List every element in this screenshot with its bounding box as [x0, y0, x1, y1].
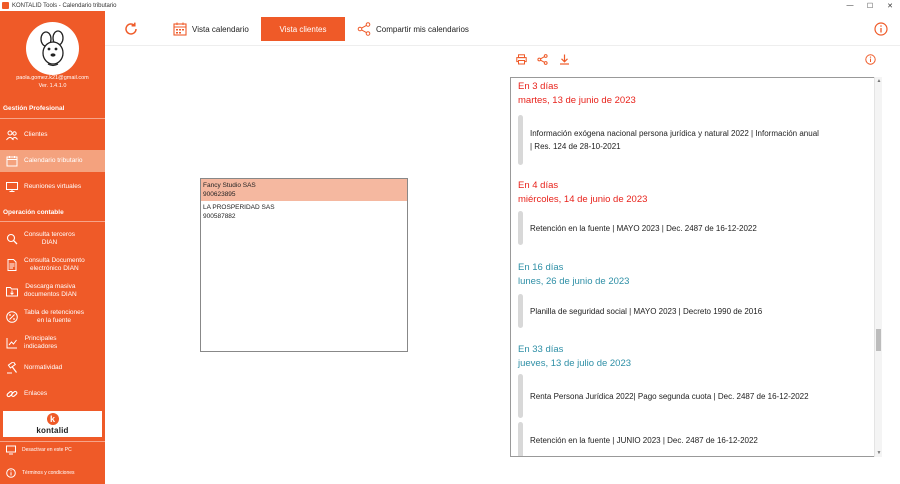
info-icon[interactable] — [874, 22, 888, 36]
document-icon — [6, 259, 18, 271]
sidebar-item-tabla-retenciones[interactable] — [0, 305, 105, 329]
refresh-icon[interactable] — [123, 21, 139, 37]
kontalid-logo — [3, 411, 102, 437]
share-calendars-label: Compartir mis calendarios — [376, 24, 469, 34]
sidebar-item-label: Normatividad — [24, 364, 63, 371]
terms-label: Términos y condiciones — [22, 470, 75, 476]
event-card[interactable] — [518, 294, 873, 328]
list-item[interactable] — [201, 201, 407, 223]
event-text: Retención en la fuente | MAYO 2023 | Dec. 2487 de 16-12-2022 — [530, 223, 757, 233]
event-text: Renta Persona Jurídica 2022| Pago segunda cuota | Dec. 2487 de 16-12-2022 — [530, 391, 809, 401]
calendar-icon — [6, 155, 18, 167]
gavel-icon — [6, 362, 18, 374]
days-remaining: En 3 días — [518, 81, 559, 92]
client-name: LA PROSPERIDAD SAS — [203, 204, 275, 211]
client-nit: 900623895 — [203, 191, 236, 198]
user-email: paola.gomez.k21@gmail.com — [16, 75, 89, 81]
sidebar-item-descarga-masiva[interactable] — [0, 279, 105, 303]
divider — [0, 441, 105, 442]
close-button[interactable]: ✕ — [887, 2, 893, 10]
sidebar-item-label: Descarga masiva documentos DIAN — [24, 283, 77, 298]
download-icon[interactable] — [558, 53, 570, 65]
event-date: miércoles, 14 de junio de 2023 — [518, 194, 648, 205]
clients-view-label: Vista clientes — [279, 24, 327, 34]
divider — [0, 118, 105, 119]
sidebar — [0, 11, 105, 484]
event-marker — [518, 422, 523, 457]
share-icon[interactable] — [536, 53, 548, 65]
client-list — [200, 178, 408, 352]
calendar-scrollbar[interactable] — [874, 77, 882, 457]
chart-icon — [6, 337, 18, 349]
title-bar — [0, 0, 900, 11]
deactivate-pc-label: Desactivar en este PC — [22, 447, 72, 453]
users-icon — [6, 129, 18, 141]
avatar[interactable] — [26, 22, 79, 75]
share-icon — [357, 22, 371, 36]
event-text: Retención en la fuente | JUNIO 2023 | Dec. 2487 de 16-12-2022 — [530, 435, 758, 445]
search-people-icon — [6, 233, 18, 245]
client-name: Fancy Studio SAS — [203, 182, 256, 189]
event-card[interactable] — [518, 422, 873, 457]
section-header-profesional: Gestión Profesional — [3, 105, 65, 112]
days-remaining: En 4 días — [518, 180, 559, 191]
print-icon[interactable] — [515, 53, 527, 65]
calendar-view-label: Vista calendario — [192, 24, 249, 34]
sidebar-item-label: Consulta terceros DIAN — [24, 231, 75, 246]
calendar-view-button[interactable] — [173, 17, 255, 41]
days-remaining: En 33 días — [518, 344, 564, 355]
sidebar-item-label: Consulta Documento electrónico DIAN — [24, 257, 85, 272]
sidebar-item-label: Principales indicadores — [24, 335, 58, 350]
calendar-events-panel — [510, 77, 882, 457]
deactivate-pc-link[interactable] — [0, 444, 105, 456]
maximize-button[interactable]: ☐ — [866, 2, 874, 10]
event-date: lunes, 26 de junio de 2023 — [518, 276, 630, 287]
event-date: jueves, 13 de julio de 2023 — [518, 358, 632, 369]
share-calendars-button[interactable] — [357, 17, 477, 41]
divider — [0, 221, 105, 222]
window-controls — [840, 0, 900, 11]
sidebar-item-label: Calendario tributario — [24, 157, 83, 164]
event-card[interactable] — [518, 374, 873, 418]
percent-icon — [6, 311, 18, 323]
sidebar-item-label: Enlaces — [24, 390, 48, 397]
event-card[interactable] — [518, 211, 873, 245]
scrollbar-thumb[interactable] — [876, 329, 881, 351]
sidebar-item-indicadores[interactable] — [0, 331, 105, 355]
sidebar-item-clientes[interactable] — [0, 124, 105, 146]
sidebar-item-label: Tabla de retenciones en la fuente — [24, 309, 84, 324]
sidebar-item-label: Reuniones virtuales — [24, 183, 82, 190]
computer-icon — [6, 445, 16, 455]
sidebar-item-consulta-terceros[interactable] — [0, 227, 105, 251]
link-icon — [6, 388, 18, 400]
client-nit: 900587882 — [203, 213, 236, 220]
kontalid-logo-text: kontalid — [36, 426, 69, 435]
mascot-icon — [34, 30, 72, 68]
monitor-icon — [6, 181, 18, 193]
scroll-up-icon[interactable]: ▲ — [876, 78, 882, 84]
list-item[interactable] — [201, 179, 407, 201]
minimize-button[interactable]: — — [846, 2, 854, 9]
sidebar-item-calendario[interactable] — [0, 150, 105, 172]
sidebar-item-normatividad[interactable] — [0, 358, 105, 378]
app-icon — [2, 2, 9, 9]
section-header-contable: Operación contable — [3, 209, 64, 216]
event-marker — [518, 374, 523, 418]
folder-download-icon — [6, 285, 18, 297]
sidebar-item-consulta-documento[interactable] — [0, 253, 105, 277]
kontalid-logo-mark: k — [47, 413, 59, 425]
event-marker — [518, 294, 523, 328]
terms-link[interactable] — [0, 467, 105, 479]
sidebar-item-label: Clientes — [24, 131, 48, 138]
calendar-icon — [173, 22, 187, 36]
window-title: KONTALID Tools - Calendario tributario — [12, 2, 117, 9]
help-icon[interactable] — [864, 53, 876, 65]
event-date: martes, 13 de junio de 2023 — [518, 95, 636, 106]
event-marker — [518, 115, 523, 165]
event-text: Información exógena nacional persona jurídica y natural 2022 | Información anual | Res. 124 de 28-10-2021 — [530, 129, 819, 151]
clients-view-button[interactable] — [261, 17, 345, 41]
event-card[interactable] — [518, 115, 873, 165]
days-remaining: En 16 días — [518, 262, 564, 273]
sidebar-item-enlaces[interactable] — [0, 384, 105, 404]
event-text: Planilla de seguridad social | MAYO 2023 | Decreto 1990 de 2016 — [530, 306, 763, 316]
top-toolbar — [105, 11, 900, 46]
scroll-down-icon[interactable]: ▼ — [876, 450, 882, 456]
app-version: Ver. 1.4.1.0 — [38, 83, 67, 89]
sidebar-item-reuniones[interactable] — [0, 176, 105, 198]
event-marker — [518, 211, 523, 245]
info-icon — [6, 468, 16, 478]
